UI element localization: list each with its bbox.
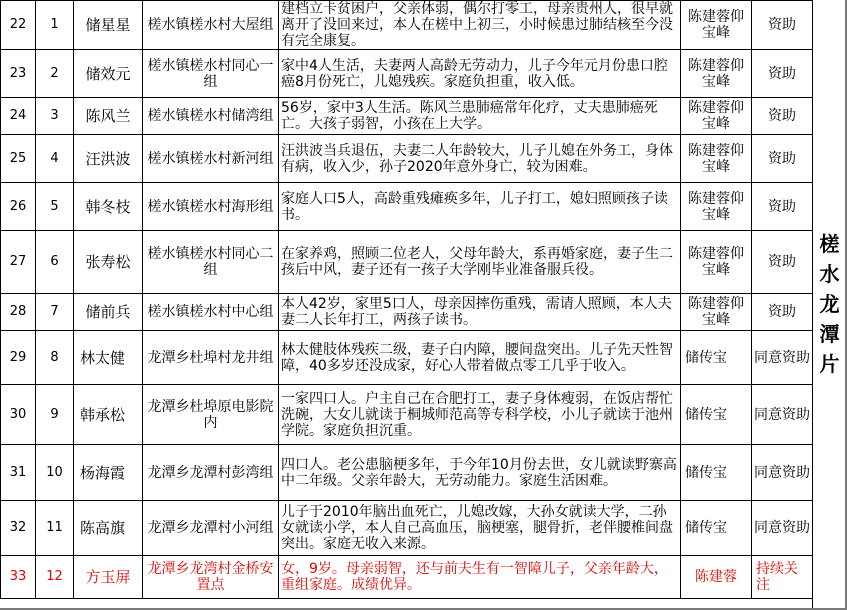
- responsible-person-cell[interactable]: 储传宝: [681, 385, 752, 445]
- responsible-person-cell[interactable]: 陈建蓉仰宝峰: [681, 50, 752, 98]
- sequence-number-cell[interactable]: 4: [36, 135, 74, 183]
- situation-description-cell[interactable]: 家中4人生活，夫妻两人高龄无劳动力，儿子今年元月份患口腔癌8月份死亡，儿媳残疾。家庭负担重，收入低。: [279, 50, 681, 98]
- name-cell[interactable]: 方玉屏: [74, 556, 143, 599]
- name-cell[interactable]: 储星星: [74, 1, 143, 50]
- sequence-number-cell[interactable]: 9: [36, 385, 74, 445]
- table-row: [1, 98, 813, 135]
- situation-description-cell[interactable]: 家庭人口5人，高龄重残瘫痪多年，儿子打工，媳妇照顾孩子读书。: [279, 183, 681, 231]
- address-cell[interactable]: 龙潭乡龙潭村小河组: [143, 501, 279, 556]
- address-cell[interactable]: 槎水镇槎水村储湾组: [143, 98, 279, 135]
- row-index-cell[interactable]: 22: [1, 1, 36, 50]
- result-cell[interactable]: 资助: [752, 183, 813, 231]
- sequence-number-cell[interactable]: 10: [36, 445, 74, 501]
- table-row: [1, 445, 813, 501]
- sequence-number-cell[interactable]: 11: [36, 501, 74, 556]
- table-row: [1, 385, 813, 445]
- table-row: [1, 331, 813, 385]
- name-cell[interactable]: 韩承松: [74, 385, 143, 445]
- responsible-person-cell[interactable]: 陈建蓉: [681, 556, 752, 599]
- row-index-cell[interactable]: 31: [1, 445, 36, 501]
- row-index-cell[interactable]: 25: [1, 135, 36, 183]
- situation-description-cell[interactable]: 女，9岁。母亲弱智，还与前夫生有一智障儿子，父亲年龄大，重组家庭。成绩优异。: [279, 556, 681, 599]
- sequence-number-cell[interactable]: 2: [36, 50, 74, 98]
- situation-description-cell[interactable]: 56岁，家中3人生活。陈风兰患肺癌常年化疗，丈夫患肺癌死亡。大孩子弱智，小孩在上大学。: [279, 98, 681, 135]
- responsible-person-cell[interactable]: 储传宝: [681, 501, 752, 556]
- address-cell[interactable]: 龙潭乡龙潭村彭湾组: [143, 445, 279, 501]
- row-index-cell[interactable]: 24: [1, 98, 36, 135]
- responsible-person-cell[interactable]: 陈建蓉仰宝峰: [681, 98, 752, 135]
- situation-description-cell[interactable]: 本人42岁，家里5口人，母亲因摔伤重残，需请人照顾，本人夫妻二人长年打工，两孩子读书。: [279, 294, 681, 331]
- result-cell[interactable]: 资助: [752, 294, 813, 331]
- address-cell[interactable]: 槎水镇槎水村大屋组: [143, 1, 279, 50]
- result-cell[interactable]: 资助: [752, 98, 813, 135]
- name-cell[interactable]: 汪洪波: [74, 135, 143, 183]
- name-cell[interactable]: 储前兵: [74, 294, 143, 331]
- situation-description-cell[interactable]: 儿子于2010年脑出血死亡，儿媳改嫁，大孙女就读大学，二孙女就读小学，本人自己高血压，脑梗塞，腿骨折，老伴腰椎间盘突出。家庭无收入来源。: [279, 501, 681, 556]
- row-index-cell[interactable]: 33: [1, 556, 36, 599]
- result-cell[interactable]: 资助: [752, 50, 813, 98]
- row-index-cell[interactable]: 29: [1, 331, 36, 385]
- row-index-cell[interactable]: 26: [1, 183, 36, 231]
- address-cell[interactable]: 槎水镇槎水村同心一组: [143, 50, 279, 98]
- address-cell[interactable]: 槎水镇槎水村海形组: [143, 183, 279, 231]
- situation-description-cell[interactable]: 在家养鸡，照顾二位老人，父母年龄大，系再婚家庭，妻子生二孩后中风，妻子还有一孩子大学刚毕业准备服兵役。: [279, 231, 681, 294]
- responsible-person-cell[interactable]: 储传宝: [681, 331, 752, 385]
- responsible-person-cell[interactable]: 陈建蓉仰宝峰: [681, 231, 752, 294]
- sequence-number-cell[interactable]: 7: [36, 294, 74, 331]
- result-cell[interactable]: 同意资助: [752, 385, 813, 445]
- situation-description-cell[interactable]: 建档立卡贫困户，父亲体弱，偶尔打零工，母亲贵州人，很早就离开了没回来过，本人在槎中上初三，小时候患过肺结核至今没有完全康复。: [279, 1, 681, 50]
- result-cell[interactable]: 同意资助: [752, 501, 813, 556]
- name-cell[interactable]: 张寿松: [74, 231, 143, 294]
- row-index-cell[interactable]: 32: [1, 501, 36, 556]
- address-cell[interactable]: 槎水镇槎水村新河组: [143, 135, 279, 183]
- name-cell[interactable]: 储效元: [74, 50, 143, 98]
- address-cell[interactable]: 龙潭乡杜埠原电影院内: [143, 385, 279, 445]
- sequence-number-cell[interactable]: 5: [36, 183, 74, 231]
- row-index-cell[interactable]: 28: [1, 294, 36, 331]
- sequence-number-cell[interactable]: 8: [36, 331, 74, 385]
- table-row: [1, 556, 813, 599]
- situation-description-cell[interactable]: 一家四口人。户主自己在合肥打工，妻子身体瘦弱，在饭店帮忙洗碗，大女儿就读于桐城师范高等专科学校，小儿子就读于池州学院。家庭负担沉重。: [279, 385, 681, 445]
- responsible-person-cell[interactable]: 陈建蓉仰宝峰: [681, 135, 752, 183]
- sequence-number-cell[interactable]: 12: [36, 556, 74, 599]
- result-cell[interactable]: 同意资助: [752, 445, 813, 501]
- row-index-cell[interactable]: 27: [1, 231, 36, 294]
- result-cell[interactable]: 资助: [752, 1, 813, 50]
- result-cell[interactable]: 资助: [752, 135, 813, 183]
- result-cell[interactable]: 持续关注: [752, 556, 813, 599]
- region-label: 槎水龙潭片: [812, 0, 846, 608]
- row-index-cell[interactable]: 23: [1, 50, 36, 98]
- table-row: [1, 135, 813, 183]
- address-cell[interactable]: 槎水镇槎水村中心组: [143, 294, 279, 331]
- row-index-cell[interactable]: 30: [1, 385, 36, 445]
- address-cell[interactable]: 龙潭乡杜埠村龙井组: [143, 331, 279, 385]
- name-cell[interactable]: 韩冬枝: [74, 183, 143, 231]
- responsible-person-cell[interactable]: 储传宝: [681, 445, 752, 501]
- table-row: [1, 501, 813, 556]
- sequence-number-cell[interactable]: 6: [36, 231, 74, 294]
- situation-description-cell[interactable]: 四口人。老公患脑梗多年，于今年10月份去世，女儿就读野寨高中二年级。父亲年龄大，无劳动能力。家庭生活困难。: [279, 445, 681, 501]
- sequence-number-cell[interactable]: 3: [36, 98, 74, 135]
- sequence-number-cell[interactable]: 1: [36, 1, 74, 50]
- responsible-person-cell[interactable]: 陈建蓉仰宝峰: [681, 294, 752, 331]
- table-row: [1, 50, 813, 98]
- responsible-person-cell[interactable]: 陈建蓉仰宝峰: [681, 1, 752, 50]
- table-row: [1, 183, 813, 231]
- name-cell[interactable]: 陈高旗: [74, 501, 143, 556]
- name-cell[interactable]: 陈风兰: [74, 98, 143, 135]
- address-cell[interactable]: 槎水镇槎水村同心二组: [143, 231, 279, 294]
- situation-description-cell[interactable]: 汪洪波当兵退伍，夫妻二人年龄较大，儿子儿媳在外务工，身体有病，收入少，孙子2020年意外身亡，较为困难。: [279, 135, 681, 183]
- table-row: [1, 1, 813, 50]
- address-cell[interactable]: 龙潭乡龙湾村金桥安置点: [143, 556, 279, 599]
- situation-description-cell[interactable]: 林太健肢体残疾二级，妻子白内障，腰间盘突出。儿子先天性智障，40多岁还没成家，好心人带着做点零工几乎于收入。: [279, 331, 681, 385]
- result-cell[interactable]: 同意资助: [752, 331, 813, 385]
- table-row: [1, 231, 813, 294]
- table-row: [1, 294, 813, 331]
- name-cell[interactable]: 杨海霞: [74, 445, 143, 501]
- responsible-person-cell[interactable]: 陈建蓉仰宝峰: [681, 183, 752, 231]
- result-cell[interactable]: 资助: [752, 231, 813, 294]
- name-cell[interactable]: 林太健: [74, 331, 143, 385]
